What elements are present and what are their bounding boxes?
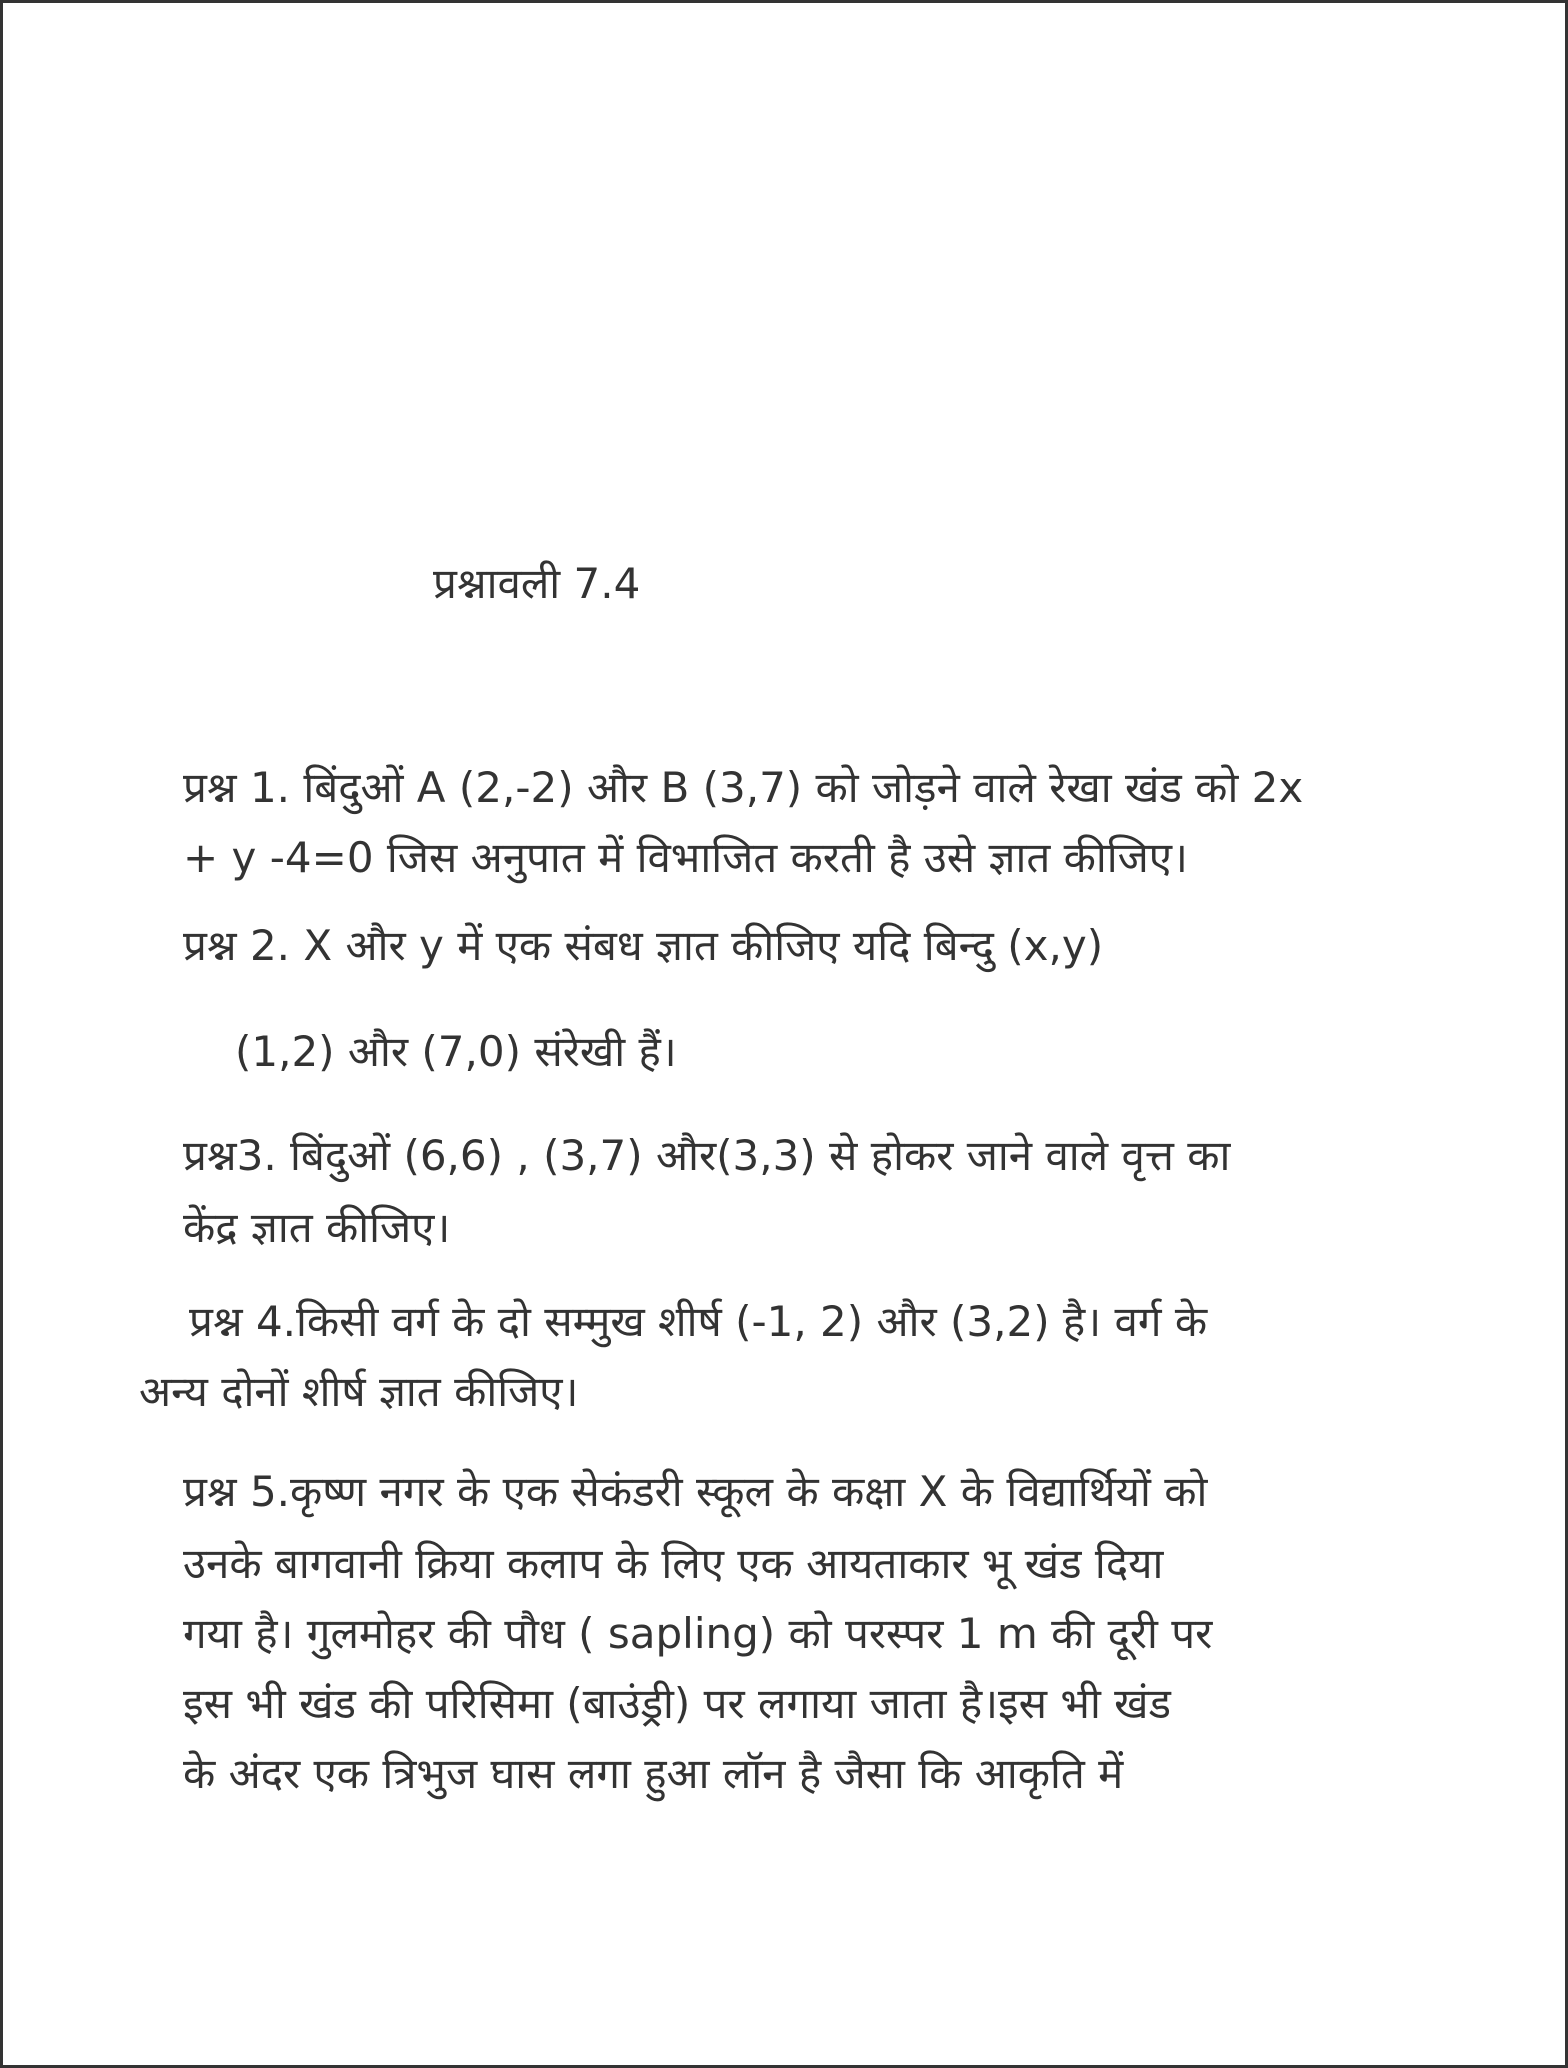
question-4-line-1: प्रश्न 4.किसी वर्ग के दो सम्मुख शीर्ष (-1, 2) और (3,2) है। वर्ग के [189, 1297, 1208, 1346]
question-3-line-2: केंद्र ज्ञात कीजिए। [183, 1203, 451, 1252]
question-5-line-2: उनके बागवानी क्रिया कलाप के लिए एक आयताकार भू खंड दिया [183, 1539, 1164, 1588]
question-5-line-5: के अंदर एक त्रिभुज घास लगा हुआ लॉन है जैसा कि आकृति में [183, 1749, 1124, 1798]
question-5-line-3: गया है। गुलमोहर की पौध ( sapling) को परस्पर 1 m की दूरी पर [183, 1609, 1213, 1658]
question-1-line-2: + y -4=0 जिस अनुपात में विभाजित करती है उसे ज्ञात कीजिए। [183, 833, 1188, 882]
question-5-line-1: प्रश्न 5.कृष्ण नगर के एक सेकंडरी स्कूल के कक्षा X के विद्यार्थियों को [183, 1467, 1208, 1516]
question-1-line-1: प्रश्न 1. बिंदुओं A (2,-2) और B (3,7) को जोड़ने वाले रेखा खंड को 2x [183, 763, 1304, 812]
page-title: प्रश्नावली 7.4 [433, 559, 641, 608]
question-2-line-2: (1,2) और (7,0) संरेखी हैं। [235, 1027, 677, 1076]
question-3-line-1: प्रश्न3. बिंदुओं (6,6) , (3,7) और(3,3) से होकर जाने वाले वृत्त का [183, 1131, 1231, 1180]
question-4-line-2: अन्य दोनों शीर्ष ज्ञात कीजिए। [139, 1367, 579, 1416]
question-2-line-1: प्रश्न 2. X और y में एक संबध ज्ञात कीजिए यदि बिन्दु (x,y) [183, 921, 1104, 970]
question-5-line-4: इस भी खंड की परिसिमा (बाउंड्री) पर लगाया जाता है।इस भी खंड [183, 1679, 1172, 1728]
